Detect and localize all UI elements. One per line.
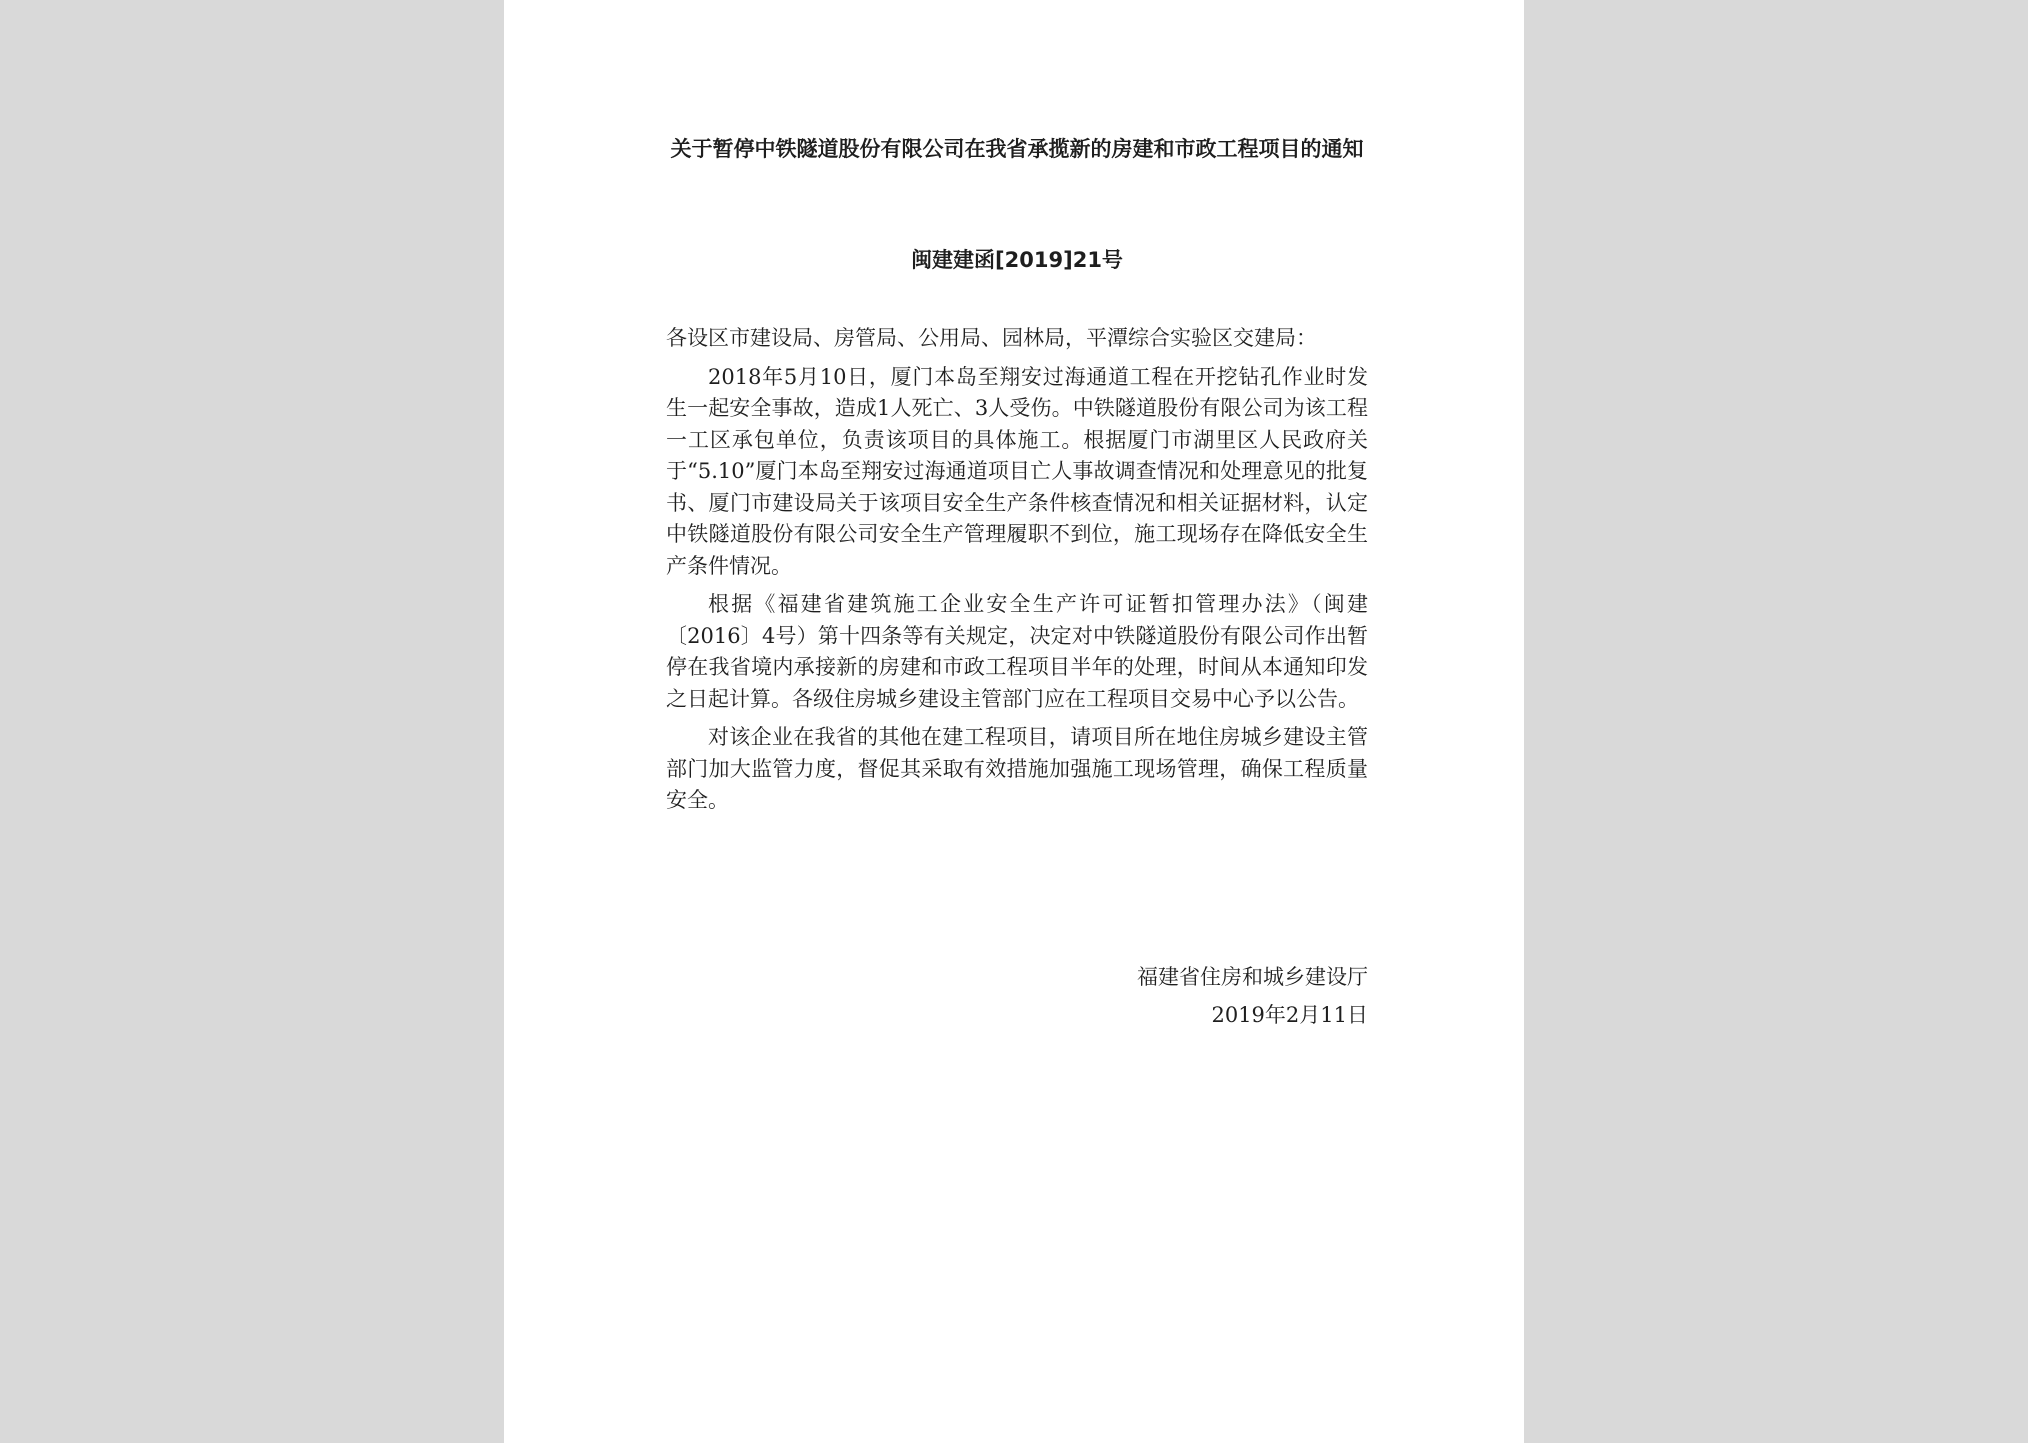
addressee: 各设区市建设局、房管局、公用局、园林局，平潭综合实验区交建局：: [666, 326, 1317, 350]
document-body: [666, 323, 1368, 824]
issue-date: 2019年2月11日: [1211, 1003, 1368, 1027]
signature-block: [666, 958, 1368, 1034]
document-page: [504, 0, 1524, 1443]
paragraph-incident: 2018年5月10日，厦门本岛至翔安过海通道工程在开挖钻孔作业时发生一起安全事故，造成1人死亡、3人受伤。中铁隧道股份有限公司为该工程一工区承包单位，负责该项目的具体施工。根据厦门市湖里区人民政府关于“5.10”厦门本岛至翔安过海通道项目亡人事故调查情况和处理意见的批复书、厦门市建设局关于该项目安全生产条件核查情况和相关证据材料，认定中铁隧道股份有限公司安全生产管理履职不到位，施工现场存在降低安全生产条件情况。: [666, 364, 1368, 578]
issuer-name: 福建省住房和城乡建设厅: [1137, 965, 1368, 989]
document-title: 关于暂停中铁隧道股份有限公司在我省承揽新的房建和市政工程项目的通知: [670, 137, 1364, 161]
paragraph-supervision: 对该企业在我省的其他在建工程项目，请项目所在地住房城乡建设主管部门加大监管力度，督促其采取有效措施加强施工现场管理，确保工程质量安全。: [666, 725, 1368, 812]
paragraph-decision: 根据《福建省建筑施工企业安全生产许可证暂扣管理办法》（闽建〔2016〕4号）第十四条等有关规定，决定对中铁隧道股份有限公司作出暂停在我省境内承接新的房建和市政工程项目半年的处理，时间从本通知印发之日起计算。各级住房城乡建设主管部门应在工程项目交易中心予以公告。: [666, 592, 1368, 711]
document-number: 闽建建函[2019]21号: [911, 248, 1123, 272]
